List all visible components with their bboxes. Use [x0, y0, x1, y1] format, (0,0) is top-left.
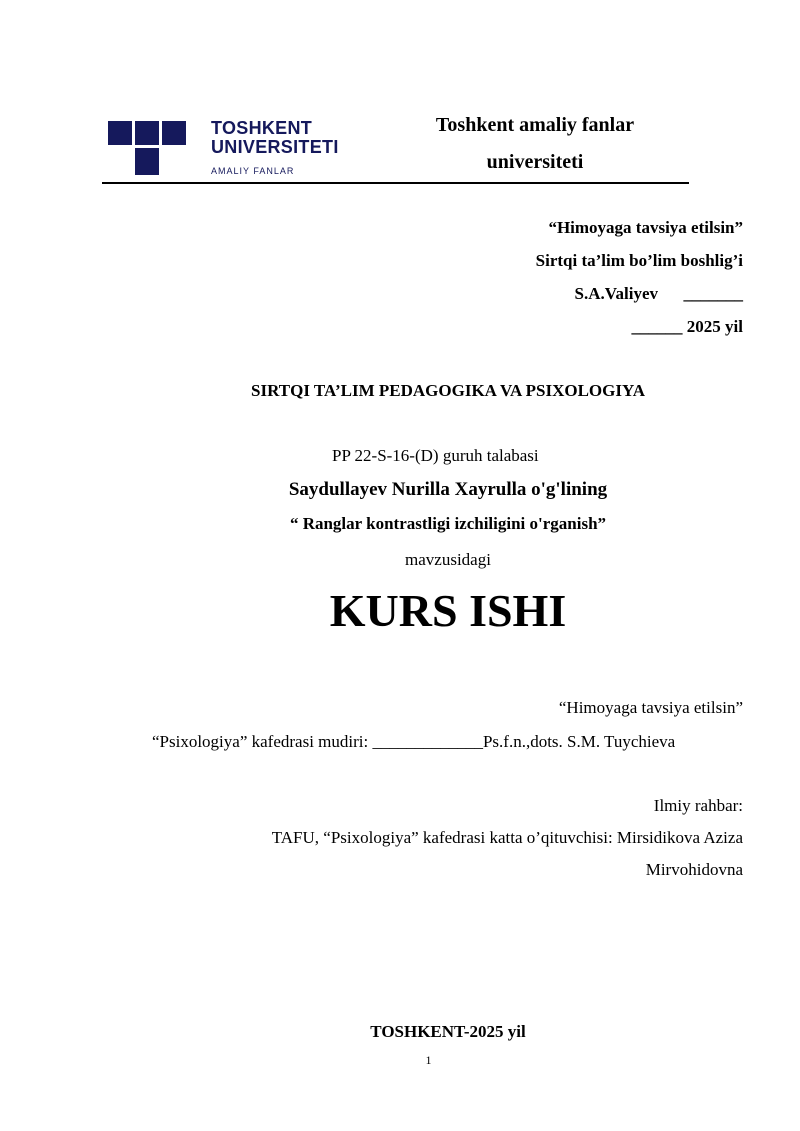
- approval-top-line3: S.A.Valiyev _______: [574, 284, 743, 303]
- advisor-label: Ilmiy rahbar:: [653, 796, 743, 815]
- university-name-line1: Toshkent amaliy fanlar: [435, 114, 635, 136]
- approval-top-line1: “Himoyaga tavsiya etilsin”: [548, 218, 743, 237]
- topic-suffix: mavzusidagi: [405, 550, 491, 569]
- approval-bottom-line2: “Psixologiya” kafedrasi mudiri: _____________Ps.f.n.,dots. S.M. Tuychieva: [152, 732, 676, 751]
- approval-bottom-line1: “Himoyaga tavsiya etilsin”: [558, 698, 743, 717]
- work-topic: “ Ranglar kontrastligi izchiligini o'rganish”: [289, 514, 607, 533]
- student-group: PP 22-S-16-(D) guruh talabasi: [332, 446, 539, 465]
- logo-text-line2: UNIVERSITETI: [211, 137, 339, 157]
- university-logo: [108, 118, 348, 180]
- logo-square-icon: [162, 121, 186, 145]
- footer-city-year: TOSHKENT-2025 yil: [370, 1022, 526, 1041]
- header-divider: [102, 182, 689, 184]
- university-name-line2: universiteti: [486, 151, 584, 173]
- advisor-line2: Mirvohidovna: [645, 860, 743, 879]
- logo-square-icon: [135, 121, 159, 145]
- advisor-line1: TAFU, “Psixologiya” kafedrasi katta o’qituvchisi: Mirsidikova Aziza: [271, 828, 743, 847]
- approval-top-line2: Sirtqi ta’lim bo’lim boshlig’i: [535, 251, 743, 270]
- approval-top-line4: ______ 2025 yil: [631, 317, 743, 336]
- page-number: 1: [425, 1053, 432, 1067]
- department-heading: SIRTQI TA’LIM PEDAGOGIKA VA PSIXOLOGIYA: [251, 381, 645, 400]
- student-name: Saydullayev Nurilla Xayrulla o'g'lining: [288, 479, 608, 500]
- document-title: KURS ISHI: [329, 585, 567, 636]
- logo-square-icon: [135, 148, 159, 175]
- logo-text-line1: TOSHKENT: [211, 118, 313, 138]
- logo-text-line3: AMALIY FANLAR: [211, 166, 295, 176]
- logo-square-icon: [108, 121, 132, 145]
